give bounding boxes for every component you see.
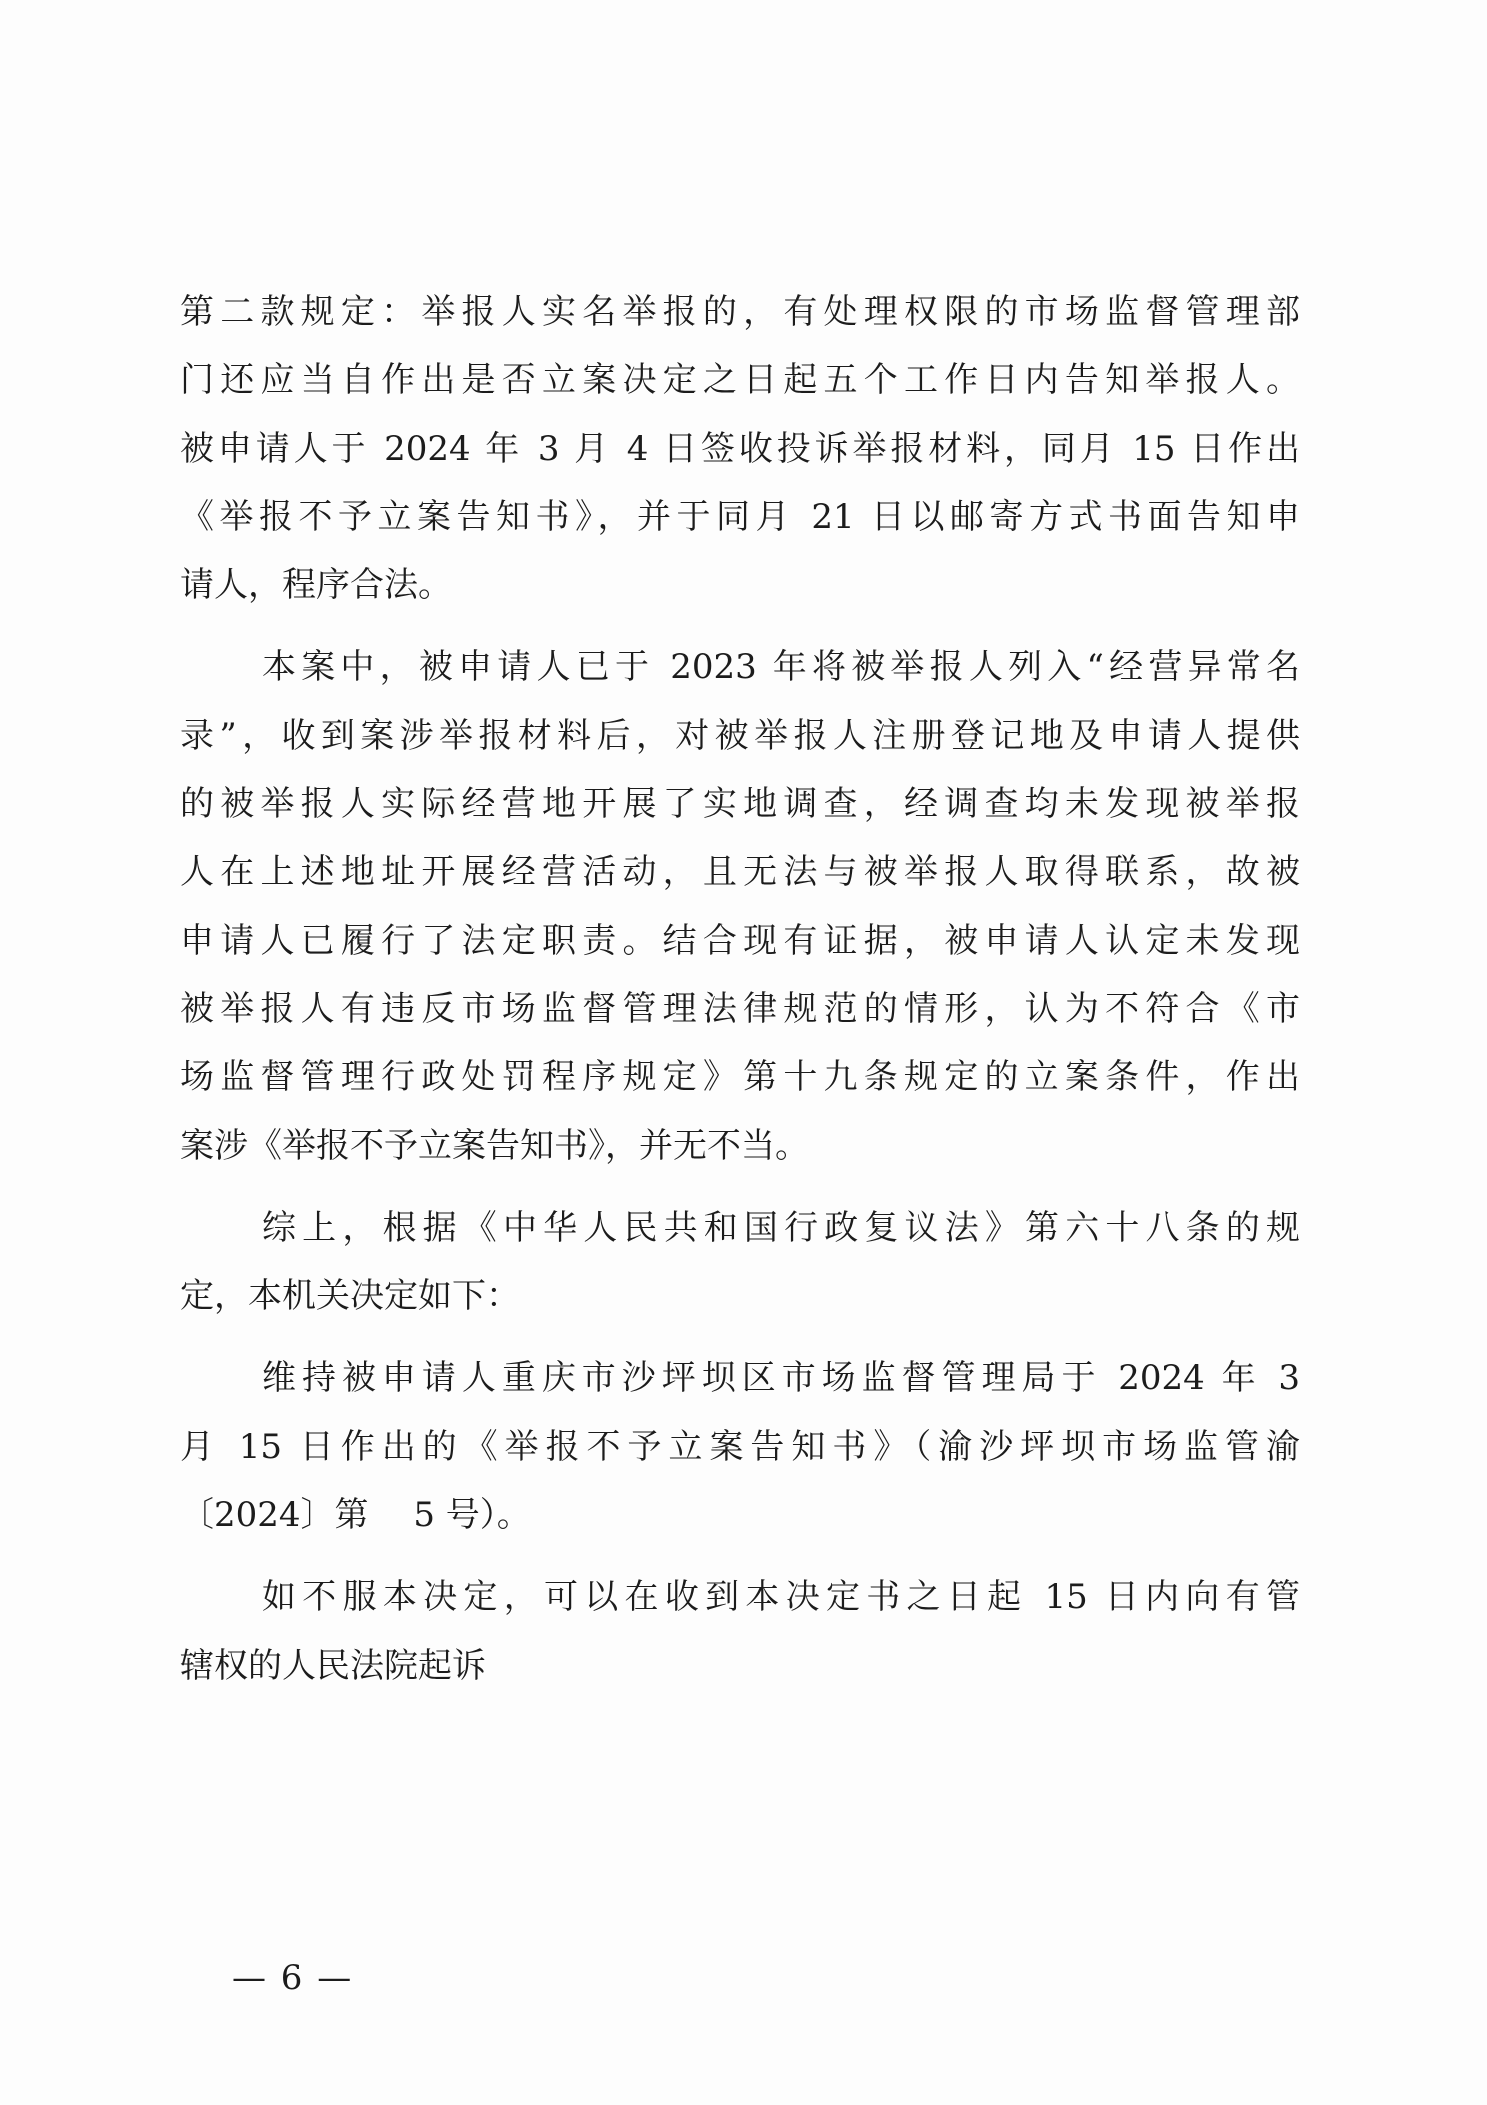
- text-line: 第二款规定：举报人实名举报的，有处理权限的市场监督管理部: [180, 292, 1300, 332]
- paragraph: [180, 278, 1300, 619]
- text-line: 《举报不予立案告知书》，并于同月 21 日以邮寄方式书面告知申: [180, 496, 1300, 537]
- text-line: 综上，根据《中华人民共和国行政复议法》第六十八条的规: [262, 1207, 1300, 1248]
- document-body: [180, 278, 1300, 1700]
- text-line: 人在上述地址开展经营活动，且无法与被举报人取得联系，故被: [180, 852, 1300, 893]
- text-line: 被申请人于 2024 年 3 月 4 日签收投诉举报材料，同月 15 日作出: [180, 428, 1300, 469]
- text-line: 如不服本决定，可以在收到本决定书之日起 15 日内向有管: [262, 1577, 1300, 1618]
- paragraph: [180, 1344, 1300, 1549]
- text-line: 被举报人有违反市场监督管理法律规范的情形，认为不符合《市: [180, 988, 1300, 1029]
- text-line: 本案中，被申请人已于 2023 年将被举报人列入“经营异常名: [262, 647, 1300, 688]
- text-line: 案涉《举报不予立案告知书》，并无不当。: [180, 1125, 809, 1166]
- text-line: 请人，程序合法。: [180, 565, 452, 606]
- text-line: 录”，收到案涉举报材料后，对被举报人注册登记地及申请人提供: [180, 715, 1300, 756]
- text-line: 申请人已履行了法定职责。结合现有证据，被申请人认定未发现: [180, 920, 1300, 961]
- text-line: 维持被申请人重庆市沙坪坝区市场监督管理局于 2024 年 3: [262, 1358, 1300, 1399]
- text-line: 场监督管理行政处罚程序规定》第十九条规定的立案条件，作出: [180, 1057, 1300, 1098]
- text-line: 〔2024〕第 5 号）。: [180, 1495, 531, 1536]
- text-line: 定，本机关决定如下：: [180, 1276, 520, 1317]
- text-line: 的被举报人实际经营地开展了实地调查，经调查均未发现被举报: [180, 784, 1300, 825]
- text-line: 月 15 日作出的《举报不予立案告知书》（渝沙坪坝市场监管渝: [180, 1426, 1300, 1467]
- paragraph: [180, 1563, 1300, 1700]
- page-number: — 6 —: [232, 1958, 354, 1998]
- text-line: 门还应当自作出是否立案决定之日起五个工作日内告知举报人。: [180, 360, 1300, 401]
- text-line: 辖权的人民法院起诉: [180, 1645, 486, 1686]
- paragraph: [180, 1194, 1300, 1331]
- paragraph: [180, 633, 1300, 1179]
